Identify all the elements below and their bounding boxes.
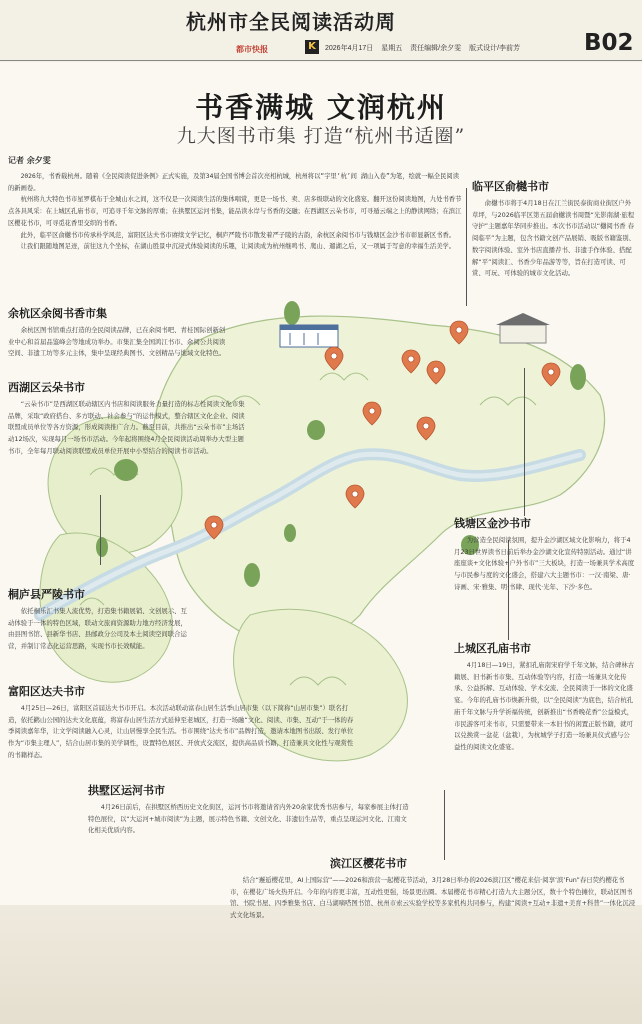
- section-linping: [472, 178, 636, 280]
- page-number: B02: [584, 30, 634, 56]
- responsible-editor: 责任编辑/余夕雯: [410, 45, 462, 52]
- lead-paragraphs: [8, 171, 463, 253]
- lead-paragraph: 2026年，书香载杭州。随着《全民阅读促进条例》正式实施，及第34届全国书博会首次亮相杭城，杭州将以“宇里‘杭’间 湖山入卷”为笔，绘就一幅全民阅读的新画卷。: [8, 173, 459, 192]
- section-body: 4月26日前后，在拱墅区桥西历史文化街区，运河书市将邀请省内外20余家优秀书店参与，每家参展主体打造特色展位，以“大运河+城市阅读”为主题，展示特色书籍、文创文化、非遗衍生品等，重点呈现运河文化、江南文化相关优质内容。: [88, 803, 409, 835]
- layout-designer: 版式设计/李前芳: [469, 45, 521, 52]
- section-title: 拱墅区运河书市: [88, 784, 165, 797]
- section-gongshu: [88, 782, 413, 837]
- open-book-illustration: [0, 905, 642, 1024]
- section-title: 余杭区余阅书香市集: [8, 307, 107, 320]
- section-tonglu: [8, 586, 188, 653]
- section-body: 为营造全民阅读氛围，提升金沙湖区域文化影响力，将于4月23日世界读书日前后举办金沙湖文化宣传特别活动。通过“讲座座谈+文化体验+户外书市”三大板块，打造一场兼具学术高度与市民参与度的文化盛会，搭建六大主题书市：一汉·南梁、唐·诗画、宋·雅集、明·书肆、现代·光年、下沙·多色。: [454, 536, 635, 591]
- issue-date: 2026年4月17日: [325, 45, 374, 52]
- lead-paragraph: 杭州将九大特色书市星罗棋布于全城山水之间，这不仅是一次阅读生活的集体唱赏，更是一场书、卖、店多级联动的文化盛宴。翻开这份阅读地图，九处书香节点各具风采：在上城区孔庙书市，可追寻千年文脉的厚重；在拱墅区运河书集，能品读水岸与书香的交融；在西湖区云朵书市，可寻遁云端之上的静读网络；在滨江区樱花书市，可寻觅花香里交织的书香。: [8, 196, 462, 227]
- masthead-title: 杭州市全民阅读活动周: [186, 10, 396, 34]
- section-body: 4月25日—26日，富阳区首届达夫书市开启。本次活动联动富春山居生活季山居市集（以下简称“山居市集”）联名打造，依托鹳山公园的达夫文化底蕴，将富春山居生活方式延伸至老城区，打造一场融“文化、阅读、市集、互动”于一体的春季阅读嘉年华，让文学阅读融入心灵，让山居慢享全民生活。书市围绕“达夫书市”品牌打造，邀请本地图书出版、发行单位作为“市集主理人”，结合山居市集的美学调性，设置特色展区、开放式交流区，提供高品质书籍，打造兼具文化性与观赏性的书籍样态。: [8, 704, 354, 759]
- leader-line: [444, 790, 445, 860]
- section-body: 依托桐乐汇书集人流优势，打造集书籍展销、文创展示、互动体验于一体的特色区域，联动文旅商资源助力地方经济发展，由县图书馆、县新华书店、县邮政分公司及本土阅读空间联合运营，并制订常态化运营思路，实现书市长效赋能。: [8, 607, 187, 651]
- section-body: 余杭区图书馆重点打造的全民阅读品牌，已在余阅书吧、青桂国际创新创业中心和首届品鉴峰会等地成功举办。市集汇集全国鸿江书市、余阅公共阅读空间、非遗工坊等多元主体，集中呈现经典图书、文创精品与地域文化特色。: [8, 326, 226, 358]
- section-yuhang: [8, 305, 230, 360]
- section-xihu: [8, 379, 246, 458]
- section-body: 4月18日—19日，紧扣孔庙南宋府学千年文脉，结合碑林古籍展、旧书新书市集、互动体验等内容，打造一场兼具文化传承、公益拆解、互动体验、学术交流、全民阅读于一体的文化盛宴。今年的孔庙书市焕新升级，以“全民阅读”为底色，结合杭孔庙千年文脉与升学祈福传统，创新推出“书香晚花香”公益模式，市民游客可来书市，只需要带来一本旧书的闲置正版书籍，就可以兑换赏一盆花（盆栽），为杭城学子打造一场兼具仪式感与公益性的阅读文化盛宴。: [454, 661, 635, 751]
- section-title: 钱塘区金沙书市: [454, 517, 531, 530]
- library-building-icon: [280, 325, 338, 347]
- leader-line: [100, 495, 101, 565]
- newspaper-brand: 都市快报: [236, 45, 268, 54]
- masthead-info: [325, 43, 526, 53]
- pavilion-icon: [496, 313, 550, 343]
- leader-line: [466, 188, 467, 306]
- brand-logo-icon: K: [305, 40, 319, 54]
- subheadline: 九大图书市集 打造“杭州书适圈”: [176, 125, 466, 147]
- section-title: 临平区俞樾书市: [472, 180, 549, 193]
- section-title: 滨江区樱花书市: [330, 857, 407, 870]
- section-title: 上城区孔庙书市: [454, 642, 531, 655]
- lead-paragraph: 此外，临平区俞樾书市传承朴学风范，富阳区达夫书市赓续文学记忆，桐庐严陵书市散发着严子陵的古韵，余杭区余阅书市与钱塘区金沙书市彰显新区书香。: [20, 231, 456, 239]
- byline: 记者 余夕雯: [8, 155, 51, 165]
- section-shangcheng: [454, 640, 636, 754]
- section-body: 结合“邂逅樱花里，AI上国际营”——2026和滨营一起樱花节活动，3月28日举办的2026滨江区“樱花来信·阅享‘滨’Fun”春日荧约樱花书市，在樱花广场火热开启。今年的内容更丰富，互动性更强，场景更出圈。本届樱花书市精心打造九大主题分区，数十个特色摊位，联动区图书馆、书院书屋、四季雅集书店、白马湖嘀嗒图书馆、杭州市索云实验学校等多家机构共同参与，构建“阅读+互动+非遗+美育+科普”一体化沉浸式文化场景。: [230, 876, 636, 920]
- masthead-rule: [0, 60, 642, 61]
- section-title: 桐庐县严陵书市: [8, 588, 85, 601]
- section-title: 富阳区达夫书市: [8, 685, 85, 698]
- headline: 书香满城 文润杭州: [195, 91, 447, 124]
- section-fuyang: [8, 683, 356, 762]
- leader-line: [524, 368, 525, 516]
- section-binjiang: [230, 855, 636, 922]
- section-body: “云朵书市”是西湖区联动辖区内书店和阅读服务力量打造的标志性阅读文化市集品牌，采取“政府搭台、多方联动、社会参与”的运作模式，整合辖区文化企业、阅读联盟成员单位等各方资源，形成阅读推广合力。截至目前，共推出“云朵书市”主场活动12场次，实现每月一场书市活动。今年起将围绕4月全民阅读活动周举办大型主题书市，全年每月联动阅读联盟成员单位开展中小型结合的阅读书市活动。: [8, 400, 245, 455]
- section-qiantang: [454, 515, 636, 594]
- section-body: 俞樾书市将于4月18日在江兰街民泰街商业街区户外草坪，与2026临平区第五届俞樾读书周暨“光影南湖·旅程守护”主题嘉年华同步推出。本次书市活动以“樾阅书香 春阅临平”为主题，包含书籍文创产品展销、吸版书籍鉴别、数字阅读体验、室外书店直播荐书、非遗手作体验、搭配解“平”阅读汇、书香少年品游等等，旨在打造可读、可赏、可玩、可体验的城市文化活动。: [472, 199, 636, 278]
- issue-weekday: 星期五: [381, 45, 403, 52]
- section-title: 西湖区云朵书市: [8, 381, 85, 394]
- lead-paragraph: 让我们跟随地图足迹，前往这九个坐标，在湖山胜景中沉浸式体验阅读的乐趣，让阅读成为杭州继鸣书、爬山、遛湖之后，又一项属于写意的幸福生活美学。: [20, 243, 456, 251]
